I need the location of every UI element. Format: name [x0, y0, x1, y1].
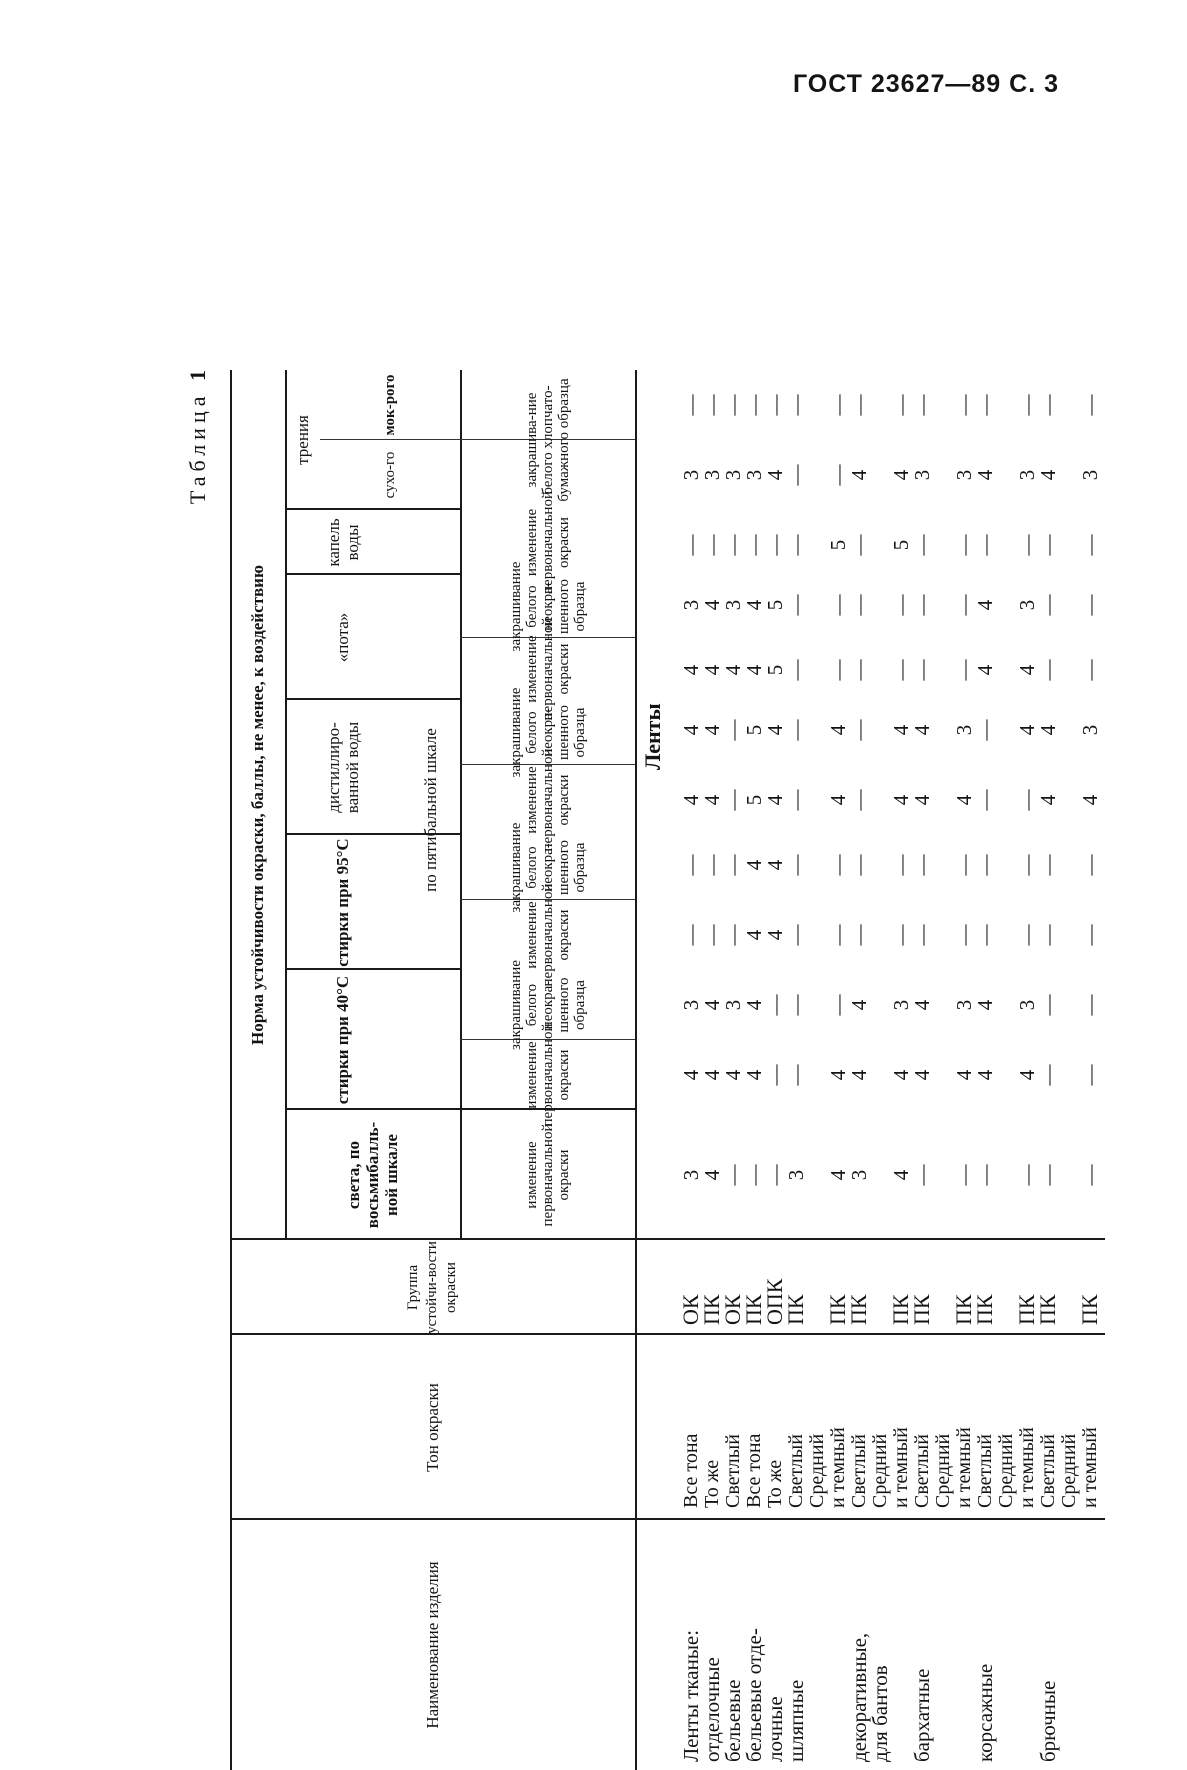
product-name-cell: брючные [1036, 1680, 1060, 1762]
norm-value-cell: — [742, 1164, 766, 1186]
sub-sweat-change: изменение первоначальной окраски [523, 617, 572, 721]
norm-value-cell: 3 [1015, 599, 1039, 611]
norm-value-cell: — [952, 534, 976, 556]
tone-cell: Светлый [911, 1434, 933, 1508]
norm-value-cell: — [763, 534, 787, 556]
header-wet: мок-рого [382, 374, 398, 436]
norm-value-cell: 4 [763, 794, 787, 806]
sub-distilled-change: изменение первоначальной окраски [523, 748, 572, 852]
norm-value-cell: 5 [826, 539, 850, 551]
norm-value-cell: 4 [763, 724, 787, 736]
norm-value-cell: 3 [679, 999, 703, 1011]
norm-value-cell: — [973, 789, 997, 811]
sub-distilled-stain: закрашивание белого неокра-шенного образца [507, 687, 588, 778]
norm-value-cell: 3 [1015, 469, 1039, 481]
norm-value-cell: — [679, 924, 703, 946]
tone-cell: и темный [890, 1427, 912, 1508]
norm-value-cell: — [763, 994, 787, 1016]
norm-value-cell: — [1078, 994, 1102, 1016]
norm-value-cell: — [784, 924, 808, 946]
norm-value-cell: — [700, 394, 724, 416]
norm-value-cell: 4 [910, 724, 934, 736]
norm-value-cell: — [847, 789, 871, 811]
norm-value-cell: — [973, 1164, 997, 1186]
tone-cell: Средний [869, 1433, 891, 1508]
norm-value-cell: — [1036, 854, 1060, 876]
header-group: Группа устойчи-вости окраски [405, 1241, 459, 1334]
sub-wash95-change: изменение первоначальной окраски [523, 883, 572, 987]
norm-value-cell: — [1036, 1064, 1060, 1086]
norm-value-cell: — [889, 594, 913, 616]
norm-value-cell: 4 [700, 664, 724, 676]
norm-value-cell: 3 [679, 1169, 703, 1181]
norm-value-cell: 4 [763, 929, 787, 941]
norm-value-cell: 5 [742, 724, 766, 736]
sub-light-change: изменение первоначальной окраски [523, 1123, 572, 1227]
caption-number: 1 [185, 370, 210, 381]
header-bottom-rule [635, 370, 637, 1770]
norm-value-cell: 4 [763, 469, 787, 481]
norm-value-cell: 3 [721, 599, 745, 611]
norm-value-cell: 3 [889, 999, 913, 1011]
body-col-divider [635, 1518, 1105, 1520]
tone-cell: Средний [995, 1433, 1017, 1508]
group-cell: ОПК [762, 1278, 787, 1325]
norm-value-cell: — [721, 924, 745, 946]
norm-value-cell: 4 [1015, 1069, 1039, 1081]
norm-value-cell: — [1078, 1164, 1102, 1186]
norm-value-cell: 3 [952, 724, 976, 736]
group-cell: ПК [825, 1294, 850, 1325]
norm-value-cell: 3 [952, 999, 976, 1011]
norm-value-cell: 4 [700, 1069, 724, 1081]
tone-cell: и темный [827, 1427, 849, 1508]
norm-value-cell: 4 [700, 999, 724, 1011]
norm-value-cell: 4 [826, 794, 850, 806]
norm-value-cell: — [952, 659, 976, 681]
norm-value-cell: — [952, 924, 976, 946]
header-friction: трения [293, 415, 312, 465]
norm-value-cell: — [910, 594, 934, 616]
norm-value-cell: 5 [763, 664, 787, 676]
group-cell: ПК [783, 1294, 808, 1325]
tone-cell: Средний [932, 1433, 954, 1508]
sub-sweat-stain: закрашивание белого неокра-шенного образца [507, 561, 588, 652]
norm-value-cell: — [1036, 394, 1060, 416]
norm-value-cell: 4 [847, 999, 871, 1011]
norm-value-cell: 3 [1015, 999, 1039, 1011]
norm-value-cell: 4 [1036, 794, 1060, 806]
norm-value-cell: 4 [889, 1069, 913, 1081]
sub-drop-change: изменение первоначальной окраски [523, 491, 572, 594]
norm-value-cell: — [700, 534, 724, 556]
norm-value-cell: — [973, 854, 997, 876]
norm-value-cell: — [1036, 594, 1060, 616]
header-drop: капель воды [323, 518, 362, 567]
norm-value-cell: — [826, 594, 850, 616]
norm-value-cell: — [910, 924, 934, 946]
norm-value-cell: 4 [700, 794, 724, 806]
norm-value-cell: — [679, 394, 703, 416]
norm-value-cell: — [847, 594, 871, 616]
header-light: света, по восьмибалль-ной шкале [344, 1121, 401, 1229]
norm-value-cell: — [1078, 659, 1102, 681]
norm-value-cell: — [847, 394, 871, 416]
group-cell: ПК [888, 1294, 913, 1325]
norm-value-cell: — [784, 594, 808, 616]
tone-cell: Средний [806, 1433, 828, 1508]
norm-value-cell: — [1015, 854, 1039, 876]
norm-value-cell: — [826, 464, 850, 486]
group-cell: ПК [951, 1294, 976, 1325]
sub-friction-stain: закрашива-ние белого хлопчато-бумажного образца [523, 378, 572, 502]
norm-value-cell: 3 [1078, 469, 1102, 481]
body-col-divider [635, 1238, 1105, 1240]
norm-value-cell: 5 [763, 599, 787, 611]
norm-value-cell: — [1015, 1164, 1039, 1186]
tone-cell: Светлый [1037, 1434, 1059, 1508]
norm-value-cell: 4 [679, 1069, 703, 1081]
norm-value-cell: 5 [742, 794, 766, 806]
norm-value-cell: 4 [742, 999, 766, 1011]
header-dry: сухо-го [382, 451, 398, 499]
group-cell: ПК [909, 1294, 934, 1325]
norm-value-cell: 3 [847, 1169, 871, 1181]
norm-value-cell: — [973, 719, 997, 741]
header-wash95: стирки при 95°С [333, 838, 352, 967]
body-col-divider [635, 1333, 1105, 1335]
norm-value-cell: — [763, 1164, 787, 1186]
norm-value-cell: — [1078, 854, 1102, 876]
norm-value-cell: — [826, 994, 850, 1016]
tone-cell: Светлый [974, 1434, 996, 1508]
header-scale5: по пятибальной шкале [420, 728, 440, 892]
group-cell: ПК [1077, 1294, 1102, 1325]
norm-value-cell: 4 [952, 1069, 976, 1081]
product-name-cell: бархатные [910, 1668, 934, 1762]
norm-value-cell: — [1015, 924, 1039, 946]
norm-value-cell: — [847, 924, 871, 946]
tone-cell: Все тона [680, 1433, 702, 1508]
norm-value-cell: 4 [1078, 794, 1102, 806]
norm-value-cell: 3 [721, 999, 745, 1011]
norm-value-cell: 4 [742, 1069, 766, 1081]
norm-value-cell: 4 [889, 1169, 913, 1181]
header-tone: Тон окраски [423, 1383, 442, 1472]
norm-value-cell: — [973, 534, 997, 556]
norm-value-cell: — [763, 1064, 787, 1086]
norm-value-cell: — [721, 719, 745, 741]
group-cell: ОК [678, 1294, 703, 1325]
product-name-cell: для бантов [868, 1665, 892, 1762]
product-name-cell: корсажные [973, 1663, 997, 1762]
norm-value-cell: 4 [973, 664, 997, 676]
table-caption [185, 370, 211, 504]
norm-value-cell: — [910, 659, 934, 681]
product-name-cell: Ленты тканые: [679, 1629, 703, 1762]
norm-value-cell: 3 [910, 469, 934, 481]
norm-value-cell: — [847, 659, 871, 681]
header-distilled: дистиллиро-ванной воды [323, 721, 362, 814]
norm-value-cell: — [1036, 1164, 1060, 1186]
product-name-cell: лочные [763, 1696, 787, 1762]
norm-value-cell: — [889, 924, 913, 946]
header-norm: Норма устойчивости окраски, баллы, не менее, к воздействию [248, 565, 267, 1045]
norm-value-cell: 4 [742, 859, 766, 871]
norm-value-cell: — [742, 394, 766, 416]
norm-value-cell: 4 [910, 1069, 934, 1081]
norm-value-cell: — [826, 854, 850, 876]
norm-value-cell: — [1078, 594, 1102, 616]
norm-value-cell: — [1078, 924, 1102, 946]
norm-value-cell: — [1078, 394, 1102, 416]
norm-value-cell: 3 [1078, 724, 1102, 736]
norm-value-cell: — [847, 854, 871, 876]
norm-value-cell: 4 [1036, 469, 1060, 481]
norm-value-cell: 4 [1036, 724, 1060, 736]
tone-cell: Светлый [722, 1434, 744, 1508]
tone-cell: То же [764, 1459, 786, 1508]
tone-cell: Все тона [743, 1433, 765, 1508]
norm-value-cell: 4 [742, 664, 766, 676]
group-cell: ПК [972, 1294, 997, 1325]
norm-value-cell: 4 [847, 1069, 871, 1081]
header-sweat: «пота» [333, 612, 352, 663]
norm-value-cell: 4 [973, 469, 997, 481]
norm-value-cell: — [889, 394, 913, 416]
norm-value-cell: 4 [826, 1069, 850, 1081]
norm-value-cell: 4 [721, 664, 745, 676]
norm-value-cell: — [1015, 789, 1039, 811]
norm-value-cell: — [721, 1164, 745, 1186]
norm-value-cell: 4 [826, 1169, 850, 1181]
norm-value-cell: — [847, 719, 871, 741]
norm-value-cell: 4 [889, 469, 913, 481]
norm-value-cell: — [784, 534, 808, 556]
norm-value-cell: — [973, 924, 997, 946]
header-product: Наименование изделия [423, 1561, 442, 1729]
norm-value-cell: — [1015, 534, 1039, 556]
norm-value-cell: 5 [889, 539, 913, 551]
norm-value-cell: 4 [742, 929, 766, 941]
section-title: Ленты [640, 703, 665, 770]
group-cell: ОК [720, 1294, 745, 1325]
product-name-cell: отделочные [700, 1657, 724, 1762]
norm-value-cell: 4 [889, 794, 913, 806]
norm-value-cell: 4 [763, 859, 787, 871]
norm-value-cell: — [826, 394, 850, 416]
sub-wash95-stain: закрашивание белого неокра-шенного образца [507, 822, 588, 913]
norm-value-cell: 4 [721, 1069, 745, 1081]
tone-cell: и темный [1016, 1427, 1038, 1508]
norm-value-cell: 3 [700, 469, 724, 481]
norm-value-cell: 4 [910, 999, 934, 1011]
norm-value-cell: — [742, 534, 766, 556]
tone-cell: и темный [953, 1427, 975, 1508]
product-name-cell: декоративные, [847, 1632, 871, 1762]
norm-value-cell: — [1036, 924, 1060, 946]
norm-value-cell: 4 [973, 999, 997, 1011]
norm-value-cell: — [889, 659, 913, 681]
caption-word: Таблица [185, 391, 210, 505]
norm-value-cell: 4 [847, 469, 871, 481]
group-cell: ПК [1035, 1294, 1060, 1325]
norm-value-cell: 4 [700, 724, 724, 736]
norm-value-cell: — [952, 394, 976, 416]
norm-value-cell: — [1015, 394, 1039, 416]
product-name-cell: шляпные [784, 1679, 808, 1762]
header-wash40: стирки при 40°С [333, 975, 352, 1105]
norm-value-cell: 4 [700, 599, 724, 611]
product-name-cell: бельевые [721, 1679, 745, 1762]
norm-value-cell: 3 [952, 469, 976, 481]
norm-value-cell: — [784, 719, 808, 741]
norm-value-cell: — [784, 1064, 808, 1086]
norm-value-cell: — [1078, 1064, 1102, 1086]
norm-value-cell: 3 [742, 469, 766, 481]
sub-wash40-stain: закрашивание белого неокра-шенного образца [507, 960, 588, 1050]
norm-value-cell: — [784, 789, 808, 811]
norm-value-cell: 4 [973, 599, 997, 611]
tone-cell: То же [701, 1459, 723, 1508]
norm-value-cell: — [826, 924, 850, 946]
norm-value-cell: — [784, 994, 808, 1016]
norm-value-cell: — [1036, 994, 1060, 1016]
norm-value-cell: — [1036, 534, 1060, 556]
norm-value-cell: — [784, 464, 808, 486]
norm-value-cell: 4 [679, 664, 703, 676]
norm-value-cell: 4 [742, 599, 766, 611]
norm-value-cell: — [1036, 659, 1060, 681]
group-cell: ПК [1014, 1294, 1039, 1325]
tone-cell: Светлый [785, 1434, 807, 1508]
norm-value-cell: 4 [700, 1169, 724, 1181]
norm-value-cell: — [784, 659, 808, 681]
norm-value-cell: — [952, 1164, 976, 1186]
norm-value-cell: 3 [784, 1169, 808, 1181]
norm-value-cell: 4 [910, 794, 934, 806]
norm-value-cell: — [952, 594, 976, 616]
norm-value-cell: — [784, 854, 808, 876]
norm-value-cell: — [910, 534, 934, 556]
norm-value-cell: — [847, 534, 871, 556]
group-cell: ПК [699, 1294, 724, 1325]
norm-value-cell: 4 [889, 724, 913, 736]
norm-value-cell: — [973, 394, 997, 416]
norm-value-cell: 4 [679, 794, 703, 806]
norm-value-cell: — [721, 394, 745, 416]
norm-value-cell: — [784, 394, 808, 416]
product-name-cell: бельевые отде- [742, 1628, 766, 1762]
norm-value-cell: — [910, 1164, 934, 1186]
sub-wash40-change: изменение первоначальной окраски [523, 1023, 572, 1127]
table-frame [230, 370, 1105, 1770]
norm-value-cell: — [679, 534, 703, 556]
norm-value-cell: 4 [952, 794, 976, 806]
rotated-table-page [175, 370, 1105, 1770]
norm-value-cell: — [1078, 534, 1102, 556]
norm-value-cell: — [679, 854, 703, 876]
norm-value-cell: 4 [1015, 664, 1039, 676]
page-header: ГОСТ 23627—89 С. 3 [792, 70, 1059, 98]
norm-value-cell: — [700, 924, 724, 946]
norm-value-cell: — [952, 854, 976, 876]
norm-value-cell: 4 [826, 724, 850, 736]
group-cell: ПК [846, 1294, 871, 1325]
norm-value-cell: 4 [679, 724, 703, 736]
norm-value-cell: 4 [1015, 724, 1039, 736]
group-cell: ПК [741, 1294, 766, 1325]
norm-value-cell: — [889, 854, 913, 876]
norm-value-cell: — [721, 534, 745, 556]
norm-value-cell: — [721, 789, 745, 811]
norm-value-cell: — [763, 394, 787, 416]
tone-cell: Средний [1058, 1433, 1080, 1508]
norm-value-cell: — [721, 854, 745, 876]
norm-value-cell: — [910, 394, 934, 416]
tone-cell: и темный [1079, 1427, 1101, 1508]
norm-value-cell: — [700, 854, 724, 876]
norm-value-cell: — [910, 854, 934, 876]
norm-value-cell: — [826, 659, 850, 681]
norm-value-cell: 3 [679, 599, 703, 611]
norm-value-cell: 4 [973, 1069, 997, 1081]
norm-value-cell: 3 [721, 469, 745, 481]
norm-value-cell: 3 [679, 469, 703, 481]
tone-cell: Светлый [848, 1434, 870, 1508]
